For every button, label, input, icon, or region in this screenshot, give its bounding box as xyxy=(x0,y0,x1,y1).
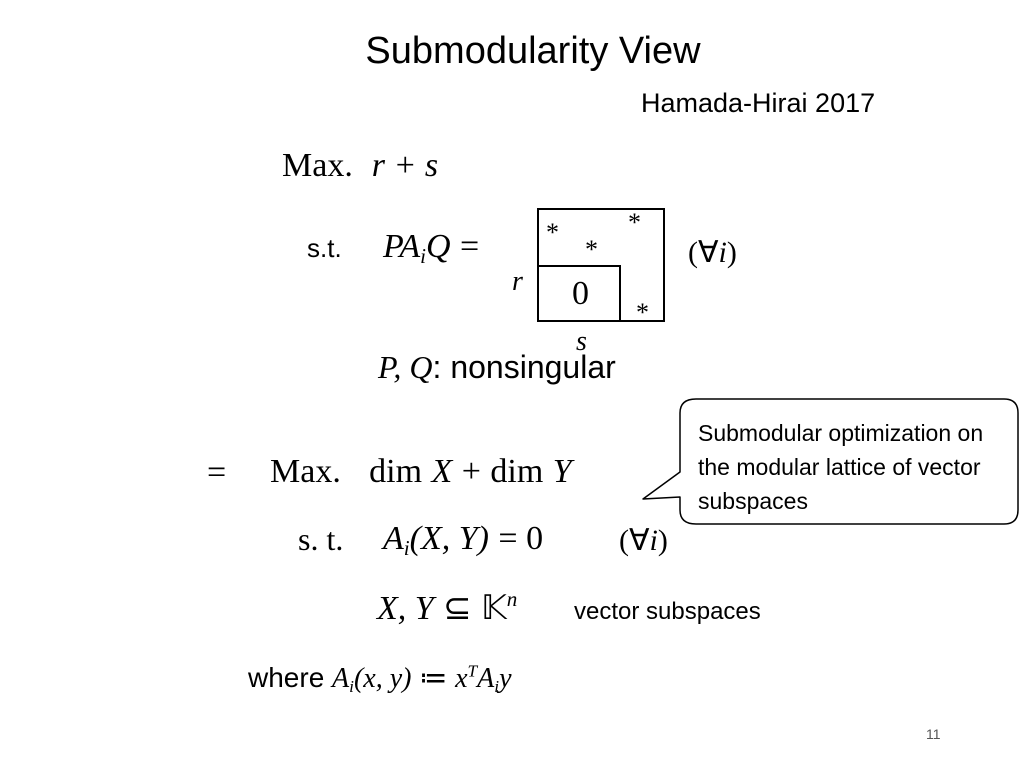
definition-operator: ≔ xyxy=(419,663,448,694)
objective-expression: r + s xyxy=(371,147,439,184)
nonsingular-text: : nonsingular xyxy=(432,349,616,385)
var-p: P xyxy=(383,228,400,265)
attribution: Hamada-Hirai 2017 xyxy=(641,88,876,118)
subscript-i: i xyxy=(420,243,427,268)
objective-line-2 xyxy=(270,454,572,489)
forall-var: i xyxy=(718,236,727,269)
definition-args: (x, y) xyxy=(353,663,412,694)
callout-text: Submodular optimization on the modular lattice of vector subspaces xyxy=(698,420,984,514)
subscript-i: i xyxy=(349,676,354,696)
forall-symbol: ∀ xyxy=(629,524,650,557)
var-a: A xyxy=(383,520,404,557)
field-exponent: n xyxy=(506,586,518,611)
plus-sign: + xyxy=(461,453,481,490)
where-word: where xyxy=(248,662,325,693)
var-a: A xyxy=(477,663,495,694)
transpose-mark: T xyxy=(467,661,478,681)
max-word: Max. xyxy=(270,453,341,490)
forall-2: (∀i) xyxy=(619,524,668,557)
constraint-line-2 xyxy=(383,520,544,560)
subscript-i: i xyxy=(494,676,500,696)
st-label-2: s. t. xyxy=(298,521,344,557)
subspace-vars: X, Y xyxy=(377,590,434,627)
var-a: A xyxy=(332,663,350,694)
col-size-label: s xyxy=(576,326,587,357)
var-x: X xyxy=(431,453,453,490)
equals-sign: = xyxy=(460,228,480,265)
matrix-star: * xyxy=(628,208,641,237)
var-q: Q xyxy=(426,228,451,265)
forall-symbol: ∀ xyxy=(698,236,719,269)
subset-symbol: ⊆ xyxy=(443,590,472,627)
max-word: Max. xyxy=(282,147,353,184)
subspace-line xyxy=(377,586,518,627)
constraint-args: (X, Y) xyxy=(409,520,489,557)
matrix-star: * xyxy=(585,235,598,264)
forall-1: (∀i) xyxy=(688,236,737,269)
constraint-rhs: = 0 xyxy=(498,520,544,557)
nonsingular-vars: P, Q xyxy=(378,349,433,385)
slide-title: Submodularity View xyxy=(365,30,701,72)
matrix-star: * xyxy=(636,298,649,327)
definition-line xyxy=(248,661,512,696)
var-a: A xyxy=(399,228,421,265)
equivalence-sign: = xyxy=(207,454,227,491)
matrix-star: * xyxy=(546,218,559,247)
subscript-i: i xyxy=(403,535,410,560)
field-symbol: 𝕂 xyxy=(481,590,507,627)
var-x-lower: x xyxy=(455,663,468,694)
var-y: Y xyxy=(552,453,572,490)
matrix-zero: 0 xyxy=(572,275,589,312)
page-number: 11 xyxy=(926,726,941,742)
row-size-label: r xyxy=(512,266,523,297)
dim-word: dim xyxy=(490,453,544,490)
st-label-1: s.t. xyxy=(307,233,342,263)
dim-word: dim xyxy=(369,453,423,490)
vector-subspaces-label: vector subspaces xyxy=(574,598,761,625)
forall-var: i xyxy=(649,524,658,557)
var-y-lower: y xyxy=(499,663,512,694)
